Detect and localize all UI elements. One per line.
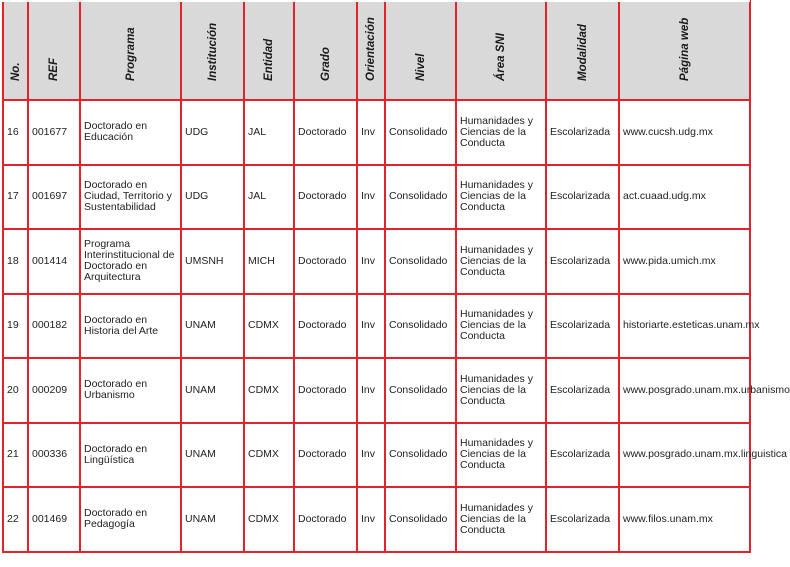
- cell-modalidad: Escolarizada: [546, 100, 619, 165]
- cell-modalidad: Escolarizada: [546, 165, 619, 230]
- cell-no: 18: [3, 229, 28, 294]
- cell-orientacion: Inv: [357, 423, 385, 488]
- cell-modalidad: Escolarizada: [546, 423, 619, 488]
- header-orientacion-label: Orientación: [365, 17, 377, 81]
- header-pagina-web: [619, 0, 750, 100]
- cell-modalidad: Escolarizada: [546, 487, 619, 552]
- cell-institucion: UMSNH: [181, 229, 244, 294]
- cell-area-sni: Humanidades y Ciencias de la Conducta: [456, 487, 546, 552]
- cell-programa: Programa Interinstitucional de Doctorado en Arquitectura: [80, 229, 181, 294]
- cell-pagina-web: www.filos.unam.mx: [619, 487, 750, 552]
- header-modalidad: [546, 0, 619, 100]
- cell-programa: Doctorado en Historia del Arte: [80, 294, 181, 359]
- header-pagina-web-label: Página web: [678, 17, 691, 81]
- cell-area-sni: Humanidades y Ciencias de la Conducta: [456, 358, 546, 423]
- cell-programa: Doctorado en Lingüística: [80, 423, 181, 488]
- page-top-edge: [0, 0, 750, 2]
- cell-pagina-web: act.cuaad.udg.mx: [619, 165, 750, 230]
- cell-entidad: MICH: [244, 229, 294, 294]
- header-programa: [80, 0, 181, 100]
- cell-orientacion: Inv: [357, 294, 385, 359]
- cell-grado: Doctorado: [294, 229, 357, 294]
- cell-area-sni: Humanidades y Ciencias de la Conducta: [456, 423, 546, 488]
- cell-nivel: Consolidado: [385, 229, 456, 294]
- cell-programa: Doctorado en Urbanismo: [80, 358, 181, 423]
- cell-entidad: CDMX: [244, 358, 294, 423]
- header-area-sni: [456, 0, 546, 100]
- cell-area-sni: Humanidades y Ciencias de la Conducta: [456, 100, 546, 165]
- cell-area-sni: Humanidades y Ciencias de la Conducta: [456, 165, 546, 230]
- cell-area-sni: Humanidades y Ciencias de la Conducta: [456, 229, 546, 294]
- header-grado: [294, 0, 357, 100]
- cell-nivel: Consolidado: [385, 100, 456, 165]
- cell-institucion: UNAM: [181, 487, 244, 552]
- cell-nivel: Consolidado: [385, 165, 456, 230]
- cell-pagina-web: www.cucsh.udg.mx: [619, 100, 750, 165]
- cell-ref: 001677: [28, 100, 80, 165]
- program-table: [2, 0, 790, 553]
- cell-grado: Doctorado: [294, 487, 357, 552]
- table-row: [3, 423, 750, 488]
- cell-pagina-web: www.pida.umich.mx: [619, 229, 750, 294]
- cell-no: 21: [3, 423, 28, 488]
- cell-entidad: CDMX: [244, 423, 294, 488]
- cell-programa: Doctorado en Pedagogía: [80, 487, 181, 552]
- cell-no: 20: [3, 358, 28, 423]
- header-area-sni-label: Área SNI: [495, 33, 507, 81]
- cell-nivel: Consolidado: [385, 294, 456, 359]
- cell-ref: 000209: [28, 358, 80, 423]
- cell-ref: 001697: [28, 165, 80, 230]
- cell-grado: Doctorado: [294, 165, 357, 230]
- cell-institucion: UDG: [181, 165, 244, 230]
- header-entidad-label: Entidad: [263, 38, 275, 81]
- cell-entidad: JAL: [244, 165, 294, 230]
- cell-modalidad: Escolarizada: [546, 229, 619, 294]
- header-programa-label: Programa: [124, 27, 137, 81]
- cell-pagina-web: historiarte.esteticas.unam.mx: [619, 294, 750, 359]
- cell-orientacion: Inv: [357, 165, 385, 230]
- cell-entidad: CDMX: [244, 487, 294, 552]
- header-no-label: No.: [9, 62, 22, 81]
- header-grado-label: Grado: [319, 47, 332, 81]
- cell-modalidad: Escolarizada: [546, 294, 619, 359]
- cell-pagina-web: www.posgrado.unam.mx.urbanismo: [619, 358, 750, 423]
- cell-no: 19: [3, 294, 28, 359]
- cell-ref: 001414: [28, 229, 80, 294]
- header-entidad: [244, 0, 294, 100]
- cell-entidad: JAL: [244, 100, 294, 165]
- header-row: [3, 0, 750, 100]
- table-row: [3, 487, 750, 552]
- header-ref: [28, 0, 80, 100]
- cell-entidad: CDMX: [244, 294, 294, 359]
- cell-nivel: Consolidado: [385, 358, 456, 423]
- cell-orientacion: Inv: [357, 100, 385, 165]
- header-no: [3, 0, 28, 100]
- cell-grado: Doctorado: [294, 294, 357, 359]
- header-ref-label: REF: [48, 58, 60, 81]
- header-nivel-label: Nivel: [414, 53, 427, 81]
- cell-no: 17: [3, 165, 28, 230]
- cell-no: 22: [3, 487, 28, 552]
- cell-orientacion: Inv: [357, 487, 385, 552]
- cell-grado: Doctorado: [294, 423, 357, 488]
- table-row: [3, 294, 750, 359]
- header-nivel: [385, 0, 456, 100]
- cell-grado: Doctorado: [294, 358, 357, 423]
- header-institucion-label: Institución: [206, 22, 219, 81]
- cell-ref: 001469: [28, 487, 80, 552]
- header-orientacion: [357, 0, 385, 100]
- cell-area-sni: Humanidades y Ciencias de la Conducta: [456, 294, 546, 359]
- cell-institucion: UNAM: [181, 423, 244, 488]
- cell-modalidad: Escolarizada: [546, 358, 619, 423]
- cell-nivel: Consolidado: [385, 487, 456, 552]
- cell-ref: 000182: [28, 294, 80, 359]
- table-row: [3, 358, 750, 423]
- table-body: [3, 100, 790, 552]
- header-modalidad-label: Modalidad: [576, 24, 589, 81]
- cell-orientacion: Inv: [357, 358, 385, 423]
- cell-no: 16: [3, 100, 28, 165]
- table-row: [3, 100, 750, 165]
- cell-pagina-web: www.posgrado.unam.mx.linguistica: [619, 423, 750, 488]
- cell-programa: Doctorado en Ciudad, Territorio y Sustentabilidad: [80, 165, 181, 230]
- table-row: [3, 229, 750, 294]
- cell-programa: Doctorado en Educación: [80, 100, 181, 165]
- cell-institucion: UNAM: [181, 358, 244, 423]
- cell-grado: Doctorado: [294, 100, 357, 165]
- cell-orientacion: Inv: [357, 229, 385, 294]
- table-row: [3, 165, 750, 230]
- header-institucion: [181, 0, 244, 100]
- cell-nivel: Consolidado: [385, 423, 456, 488]
- cell-ref: 000336: [28, 423, 80, 488]
- cell-institucion: UDG: [181, 100, 244, 165]
- cell-institucion: UNAM: [181, 294, 244, 359]
